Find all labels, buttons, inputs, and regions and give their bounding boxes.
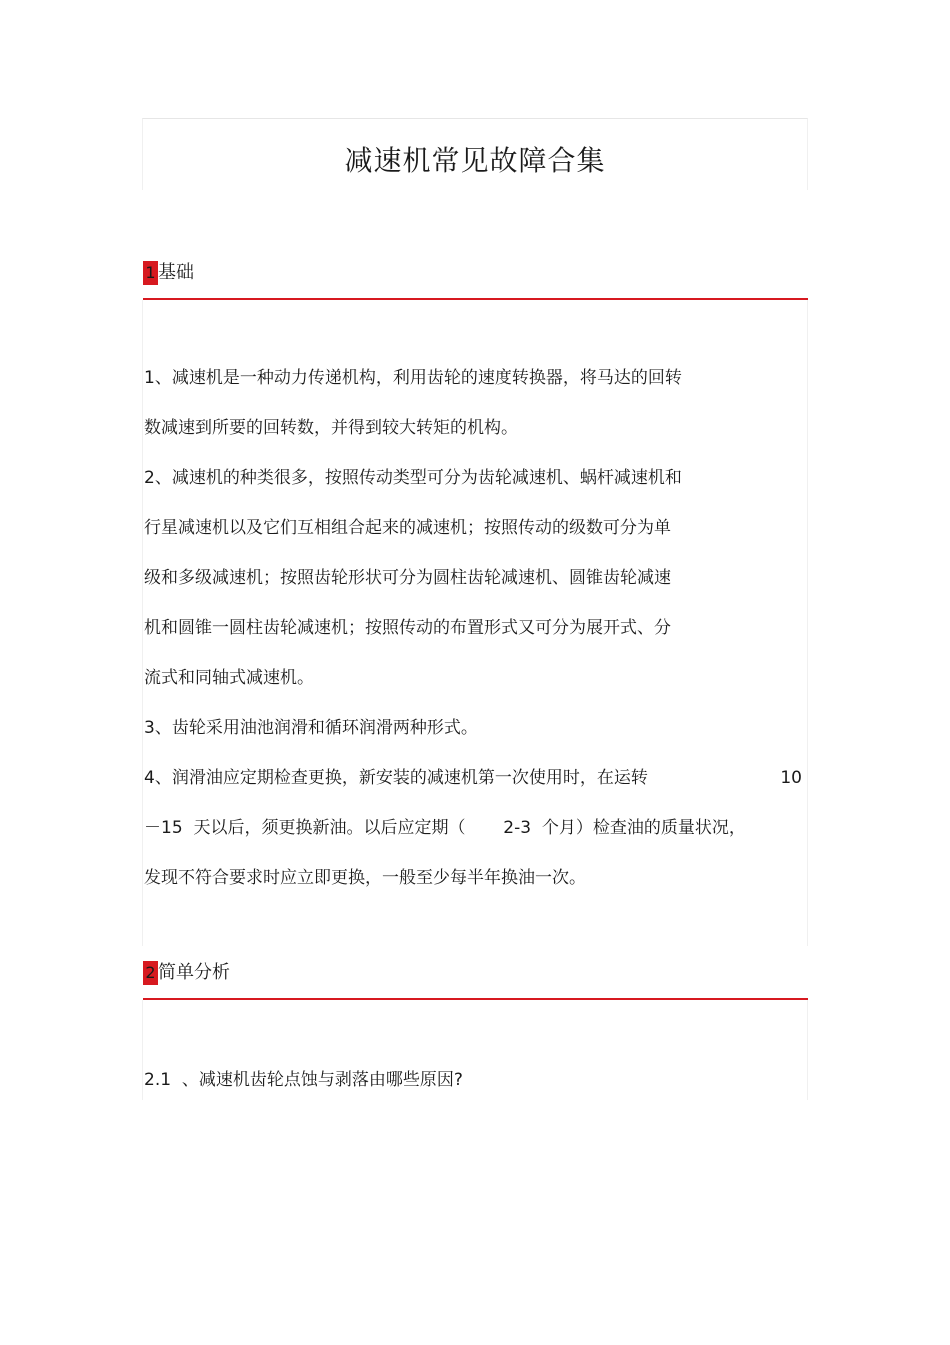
body-line: 流式和同轴式减速机。 <box>144 668 314 688</box>
body-line: 2.1 、减速机齿轮点蚀与剥落由哪些原因? <box>144 1070 463 1090</box>
section-number: 2 <box>143 961 158 985</box>
body-line: 2、减速机的种类很多，按照传动类型可分为齿轮减速机、蜗杆减速机和 <box>144 468 682 488</box>
section-heading-1 <box>143 261 194 285</box>
section-label: 简单分析 <box>158 962 230 983</box>
section-heading-2 <box>143 961 230 985</box>
title-box <box>142 118 808 190</box>
body-line: －15 天以后，须更换新油。以后应定期（ 2-3 个月）检查油的质量状况， <box>144 818 746 838</box>
body-line: 机和圆锥一圆柱齿轮减速机；按照传动的布置形式又可分为展开式、分 <box>144 618 671 638</box>
body-line: 发现不符合要求时应立即更换，一般至少每半年换油一次。 <box>144 868 586 888</box>
section-label: 基础 <box>158 262 194 283</box>
body-line: 行星减速机以及它们互相组合起来的减速机；按照传动的级数可分为单 <box>144 518 671 538</box>
body-line: 数减速到所要的回转数，并得到较大转矩的机构。 <box>144 418 518 438</box>
page-title: 减速机常见故障合集 <box>344 144 606 177</box>
body-line: 1、减速机是一种动力传递机构，利用齿轮的速度转换器，将马达的回转 <box>144 368 682 388</box>
body-line: 级和多级减速机；按照齿轮形状可分为圆柱齿轮减速机、圆锥齿轮减速 <box>144 568 671 588</box>
body-line: 3、齿轮采用油池润滑和循环润滑两种形式。 <box>144 718 478 738</box>
body-line-trailing-number: 10 <box>780 768 802 788</box>
section-number: 1 <box>143 261 158 285</box>
body-line: 4、润滑油应定期检查更换，新安装的减速机第一次使用时，在运转 <box>144 768 648 788</box>
